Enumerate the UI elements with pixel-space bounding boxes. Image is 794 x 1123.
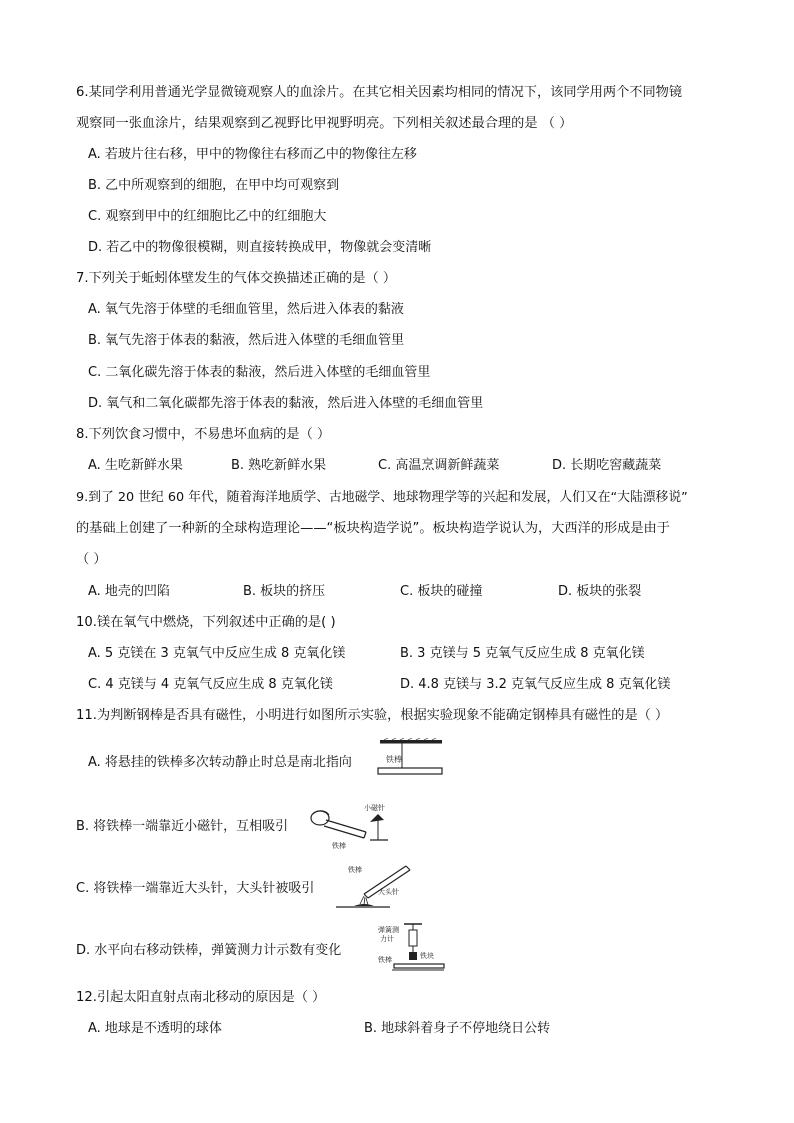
- q10-option-d: D. 4.8 克镁与 3.2 克氧气反应生成 8 克氧化镁: [400, 677, 671, 692]
- q11-figure-d: [378, 920, 446, 976]
- q12-stem: 12.引起太阳直射点南北移动的原因是（ ）: [76, 990, 326, 1005]
- q7-option-a: A. 氧气先溶于体壁的毛细血管里，然后进入体表的黏液: [88, 302, 404, 317]
- q7-option-d: D. 氧气和二氧化碳都先溶于体表的黏液，然后进入体壁的毛细血管里: [88, 396, 484, 411]
- q6-option-a: A. 若玻片往右移，甲中的物像往右移而乙中的物像往左移: [88, 147, 417, 162]
- q11-figure-a: [376, 738, 448, 786]
- q9-option-c: C. 板块的碰撞: [400, 584, 483, 599]
- q11-figure-c-label-rod: 铁棒: [348, 866, 362, 874]
- q7-stem: 7.下列关于蚯蚓体壁发生的气体交换描述正确的是（ ）: [76, 271, 397, 286]
- q11-figure-d-label-scale2: 力计: [380, 935, 394, 943]
- q12-option-a: A. 地球是不透明的球体: [88, 1021, 222, 1036]
- q10-option-b: B. 3 克镁与 5 克氧气反应生成 8 克氧化镁: [400, 646, 645, 661]
- q11-stem: 11.为判断钢棒是否具有磁性，小明进行如图所示实验，根据实验现象不能确定钢棒具有磁性的是（ ）: [76, 708, 669, 723]
- q6-option-c: C. 观察到甲中的红细胞比乙中的红细胞大: [88, 209, 327, 224]
- q11-figure-d-label-block: 铁块: [420, 952, 434, 960]
- q9-stem-line1: 9.到了 20 世纪 60 年代，随着海洋地质学、古地磁学、地球物理学等的兴起和发展，人们又在“大陆漂移说”: [76, 490, 688, 505]
- q11-figure-b-label-rod: 铁棒: [332, 842, 346, 850]
- q11-figure-d-label-scale1: 弹簧测: [378, 926, 399, 934]
- q8-option-b: B. 熟吃新鲜水果: [231, 458, 327, 473]
- q7-option-b: B. 氧气先溶于体表的黏液，然后进入体壁的毛细血管里: [88, 333, 405, 348]
- q7-option-c: C. 二氧化碳先溶于体表的黏液，然后进入体壁的毛细血管里: [88, 365, 431, 380]
- q6-option-d: D. 若乙中的物像很模糊，则直接转换成甲，物像就会变清晰: [88, 240, 432, 255]
- q6-option-b: B. 乙中所观察到的细胞，在甲中均可观察到: [88, 178, 340, 193]
- q11-figure-a-label: 铁棒: [386, 755, 402, 764]
- q11-figure-b-label-needle: 小磁针: [364, 804, 385, 812]
- q8-option-a: A. 生吃新鲜水果: [88, 458, 183, 473]
- q8-option-c: C. 高温烹调新鲜蔬菜: [378, 458, 500, 473]
- q6-stem-line2: 观察同一张血涂片，结果观察到乙视野比甲视野明亮。下列相关叙述最合理的是 （ ）: [76, 116, 573, 131]
- q12-option-b: B. 地球斜着身子不停地绕日公转: [364, 1021, 551, 1036]
- q9-stem-line3: （ ）: [76, 552, 107, 567]
- q11-option-b: B. 将铁棒一端靠近小磁针，互相吸引: [76, 819, 289, 834]
- q11-option-a: A. 将悬挂的铁棒多次转动静止时总是南北指向: [88, 755, 352, 770]
- q11-option-c: C. 将铁棒一端靠近大头针，大头针被吸引: [76, 881, 315, 896]
- q8-stem: 8.下列饮食习惯中，不易患坏血病的是（ ）: [76, 427, 331, 442]
- q10-option-c: C. 4 克镁与 4 克氧气反应生成 8 克氧化镁: [88, 677, 333, 692]
- q8-option-d: D. 长期吃窖藏蔬菜: [552, 458, 662, 473]
- q11-figure-d-label-rod: 铁棒: [378, 956, 392, 964]
- q9-option-b: B. 板块的挤压: [243, 584, 326, 599]
- q11-figure-c: [334, 858, 416, 912]
- q11-figure-b: [308, 800, 398, 852]
- q10-option-a: A. 5 克镁在 3 克氧气中反应生成 8 克氧化镁: [88, 646, 346, 661]
- q9-option-a: A. 地壳的凹陷: [88, 584, 170, 599]
- q10-stem: 10.镁在氧气中燃烧，下列叙述中正确的是( ): [76, 615, 336, 630]
- q11-figure-c-label-pin: 大头针: [378, 888, 399, 896]
- q9-option-d: D. 板块的张裂: [558, 584, 642, 599]
- q11-option-d: D. 水平向右移动铁棒，弹簧测力计示数有变化: [76, 943, 342, 958]
- q6-stem-line1: 6.某同学利用普通光学显微镜观察人的血涂片。在其它相关因素均相同的情况下，该同学用两个不同物镜: [76, 85, 683, 100]
- q9-stem-line2: 的基础上创建了一种新的全球构造理论——“板块构造学说”。板块构造学说认为，大西洋的形成是由于: [76, 521, 670, 536]
